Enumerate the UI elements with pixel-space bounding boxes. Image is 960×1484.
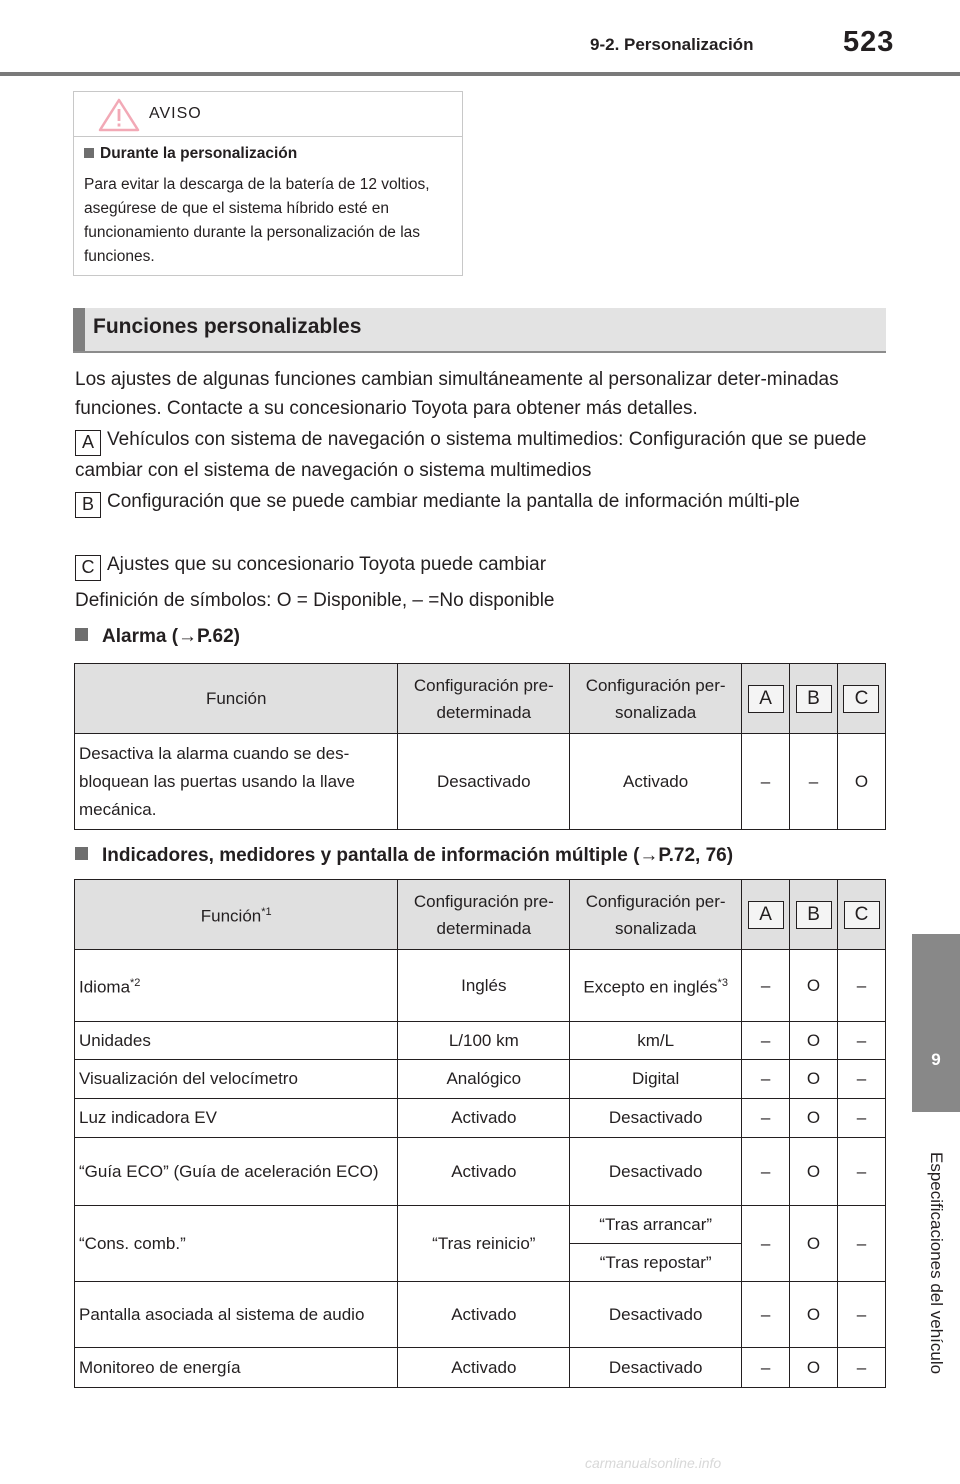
- cell-custom: Excepto en inglés$^{*3}$: [570, 950, 742, 1022]
- cell-function: Monitoreo de energía: [75, 1348, 398, 1388]
- cell-a: –: [742, 1099, 790, 1138]
- cell-custom: Desactivado: [570, 1348, 742, 1388]
- table-row: [75, 950, 886, 1022]
- cell-function: Visualización del velocímetro: [75, 1060, 398, 1099]
- cell-a: –: [742, 1060, 790, 1099]
- header-default: Configuración pre-determinada: [398, 664, 570, 734]
- table-header-row: [75, 880, 886, 950]
- header-function: Función: [75, 664, 398, 734]
- cell-function: Luz indicadora EV: [75, 1099, 398, 1138]
- cell-c: –: [838, 1282, 886, 1348]
- bullet-square-icon: [75, 847, 88, 860]
- cell-function: Pantalla asociada al sistema de audio: [75, 1282, 398, 1348]
- cell-default: Analógico: [398, 1060, 570, 1099]
- cell-function: Idioma$^{*2}$: [75, 950, 398, 1022]
- chapter-number: 9: [931, 1050, 941, 1069]
- cell-custom: Activado: [570, 734, 742, 830]
- header-a: A: [742, 880, 790, 950]
- header-custom: Configuración per-sonalizada: [570, 664, 742, 734]
- cell-b: O: [790, 1138, 838, 1206]
- header-c: C: [837, 664, 885, 734]
- legend-a: A Vehículos con sistema de navegación o sistema multimedios: Configuración que se puede cambiar con el sistema de navegación o sistema multimedios: [75, 429, 867, 481]
- cell-b: O: [790, 1348, 838, 1388]
- watermark: carmanualsonline.info: [585, 1455, 722, 1471]
- cell-function: Desactiva la alarma cuando se des-bloquean las puertas usando la llave mecánica.: [75, 734, 398, 830]
- warning-subtitle: Durante la personalización: [84, 145, 297, 163]
- warning-header: [74, 92, 462, 137]
- cell-c: –: [838, 950, 886, 1022]
- cell-b: –: [790, 734, 838, 830]
- warning-label: AVISO: [149, 105, 202, 122]
- section-header: 9-2. Personalización: [590, 35, 754, 54]
- cell-custom: Desactivado: [570, 1282, 742, 1348]
- table-row: [75, 1138, 886, 1206]
- chapter-tab: [912, 934, 960, 1112]
- cell-default: L/100 km: [398, 1022, 570, 1060]
- symbols-definition: Definición de símbolos: O = Disponible, – =No disponible: [75, 590, 555, 611]
- cell-custom-alt: “Tras repostar”: [570, 1244, 742, 1282]
- cell-b: O: [790, 1099, 838, 1138]
- header-default: Configuración pre-determinada: [398, 880, 570, 950]
- cell-default: “Tras reinicio”: [398, 1206, 570, 1282]
- cell-c: –: [838, 1206, 886, 1282]
- header-rule: [0, 72, 960, 76]
- cell-c: –: [838, 1348, 886, 1388]
- cell-custom: Digital: [570, 1060, 742, 1099]
- bullet-square-icon: [84, 148, 94, 158]
- cell-default: Activado: [398, 1138, 570, 1206]
- cell-default: Activado: [398, 1348, 570, 1388]
- alarm-table: [74, 663, 886, 830]
- cell-function: “Cons. comb.”: [75, 1206, 398, 1282]
- badge-a: A: [75, 430, 101, 456]
- bullet-square-icon: [75, 628, 88, 641]
- header-b: B: [790, 880, 838, 950]
- cell-b: O: [790, 1022, 838, 1060]
- badge-b: B: [75, 492, 101, 518]
- section-title: Funciones personalizables: [93, 315, 362, 338]
- header-c: C: [838, 880, 886, 950]
- cell-a: –: [742, 1206, 790, 1282]
- cell-custom: Desactivado: [570, 1138, 742, 1206]
- cell-c: –: [838, 1138, 886, 1206]
- header-function: Función$^{*1}$: [75, 880, 398, 950]
- cell-a: –: [742, 734, 790, 830]
- header-custom: Configuración per-sonalizada: [570, 880, 742, 950]
- cell-default: Activado: [398, 1099, 570, 1138]
- table-row: [75, 1099, 886, 1138]
- table-row: [75, 1022, 886, 1060]
- legend-b: B Configuración que se puede cambiar mediante la pantalla de información múlti-ple: [75, 487, 895, 518]
- page-number: 523: [843, 26, 895, 58]
- chapter-title: Especificaciones del vehículo: [927, 1151, 946, 1375]
- table-row: [75, 1206, 886, 1244]
- badge-c: C: [75, 555, 101, 581]
- header-a: A: [742, 664, 790, 734]
- warning-body: Para evitar la descarga de la batería de 12 voltios, asegúrese de que el sistema híbrido esté en funcionamiento durante la personalización de las funciones.: [84, 176, 430, 265]
- intro-paragraph: Los ajustes de algunas funciones cambian simultáneamente al personalizar deter-minadas funciones. Contacte a su concesionario Toyota para obtener más detalles.: [75, 369, 839, 419]
- cell-c: –: [838, 1022, 886, 1060]
- cell-a: –: [742, 1348, 790, 1388]
- cell-default: Desactivado: [398, 734, 570, 830]
- table-row: [75, 1060, 886, 1099]
- legend-c: C Ajustes que su concesionario Toyota puede cambiar: [75, 550, 895, 581]
- cell-a: –: [742, 1138, 790, 1206]
- cell-default: Inglés: [398, 950, 570, 1022]
- indicators-heading: Indicadores, medidores y pantalla de información múltiple (→P.72, 76): [75, 845, 733, 867]
- cell-a: –: [742, 950, 790, 1022]
- cell-b: O: [790, 1206, 838, 1282]
- indicators-table: [74, 879, 886, 1388]
- cell-b: O: [790, 1282, 838, 1348]
- cell-b: O: [790, 950, 838, 1022]
- header-b: B: [790, 664, 838, 734]
- warning-box: [73, 91, 463, 276]
- alarm-heading: Alarma (→P.62): [75, 626, 240, 648]
- table-header-row: [75, 664, 886, 734]
- table-row: [75, 1282, 886, 1348]
- cell-c: O: [837, 734, 885, 830]
- cell-a: –: [742, 1022, 790, 1060]
- cell-default: Activado: [398, 1282, 570, 1348]
- cell-custom: “Tras arrancar”: [570, 1206, 742, 1244]
- section-bar: [73, 308, 85, 351]
- cell-c: –: [838, 1099, 886, 1138]
- cell-function: “Guía ECO” (Guía de aceleración ECO): [75, 1138, 398, 1206]
- cell-b: O: [790, 1060, 838, 1099]
- table-row: [75, 734, 886, 830]
- table-row: [75, 1348, 886, 1388]
- cell-a: –: [742, 1282, 790, 1348]
- warning-triangle-icon: [98, 98, 140, 137]
- cell-c: –: [838, 1060, 886, 1099]
- cell-custom: km/L: [570, 1022, 742, 1060]
- cell-custom: Desactivado: [570, 1099, 742, 1138]
- section-heading: [73, 308, 886, 353]
- cell-function: Unidades: [75, 1022, 398, 1060]
